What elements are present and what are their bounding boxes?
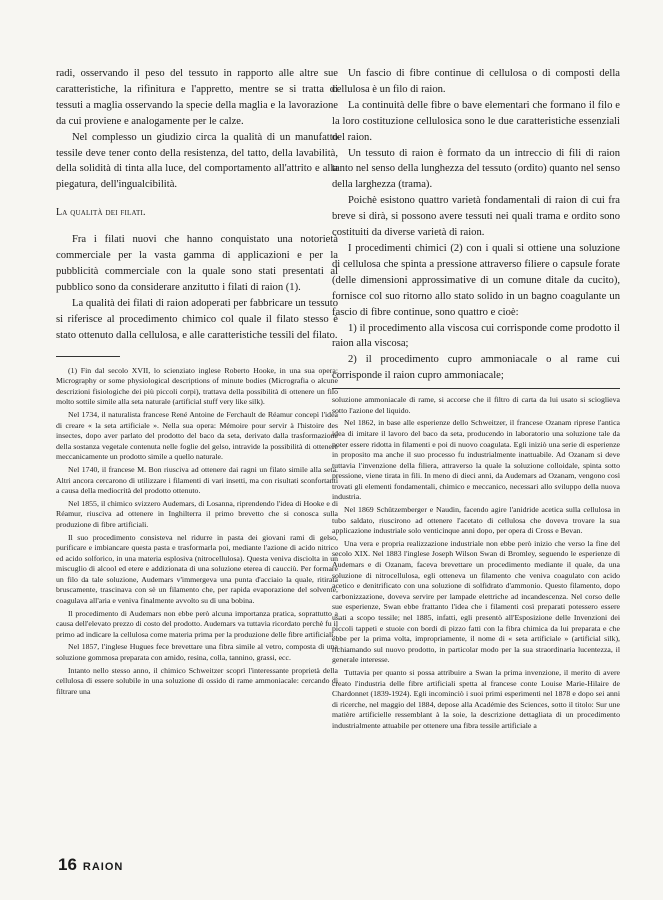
page-footer: [58, 855, 123, 875]
footnote: Nel 1857, l'inglese Hugues fece brevettare una fibra simile al vetro, composta di una soluzione gommosa preparata con amido, resina, colla, tannino, grassi, ecc.: [56, 642, 338, 663]
body-paragraph: I procedimenti chimici (2) con i quali si ottiene una soluzione di cellulosa che spinta a pressione attraverso filiere o capsule forate (delle dimensioni approssimative di un comune ditale da cucito), fornisce col suo ritorno allo stato solido in un bagno coagulante un fascio di fibre continue, sono quattro e cioè:: [332, 242, 620, 318]
right-column: [332, 66, 620, 734]
footnote: Il procedimento di Audemars non ebbe però alcuna importanza pratica, soprattutto a causa dell'elevato prezzo di costo del prodotto. Audemars va tuttavia ricordato perchè fu il primo ad indicare la cellulosa come materia prima per la produzione delle fibre artificiali.: [56, 608, 338, 639]
body-paragraph: Un fascio di fibre continue di cellulosa o di composti della cellulosa è un filo di raion.: [332, 68, 620, 95]
footnote: Intanto nello stesso anno, il chimico Schweitzer scoprì l'interessante proprietà della cellulosa di essere solubile in una soluzione di ossido di rame ammoniacale: cercando di filtrare una: [56, 665, 338, 696]
magazine-name: RAION: [82, 861, 124, 873]
footnote-divider: [332, 388, 620, 389]
footnote: Il suo procedimento consisteva nel ridurre in pasta dei giovani rami di gelso, purificare e imbiancare questa pasta e trasformarla poi, mediante l'azione di acido nitrico ed acido solforico, in una materia esplosiva (nitrocellulosa). Questa veniva disciolta in un miscuglio di alcool ed etere e addizionata di una soluzione eterea di caucciù. Per formare un filo da tale soluzione, Audemars v'immergeva una punta d'acciaio la quale, ritirata bruscamente, trascinava con sè un filamento che, per rapida evaporazione del solvente, coagulava all'aria e veniva finalmente avvolto su di una bobina.: [56, 532, 338, 606]
list-item: 2) il procedimento cupro ammoniacale o al rame cui corrisponde il raion cupro ammoniacale;: [332, 354, 620, 382]
body-paragraph: Un tessuto di raion è formato da un intreccio di fili di raion tanto nel senso della lunghezza del tessuto (ordito) quanto nel senso della larghezza (trama).: [332, 147, 620, 191]
body-paragraph: Nel complesso un giudizio circa la qualità di un manufatto tessile deve tener conto della resistenza, del tatto, della lavabilità, della solidità di tinta alla luce, del comportamento all'attrito e alla piegatura, dell'ingualcibilità.: [56, 131, 338, 191]
body-paragraph: radi, osservando il peso del tessuto in rapporto alle altre sue caratteristiche, la rifinitura e l'appretto, mentre se si tratta di tessuti a maglia osservando la specie della maglia e la lavorazione da cui proviene e analogamente per le calze.: [56, 68, 338, 127]
body-paragraph: La qualità dei filati di raion adoperati per fabbricare un tessuto si riferisce al procedimento chimico col quale il filato stesso è stato ottenuto dalla cellulosa, e alle caratteristiche tessili del filato.: [56, 297, 338, 341]
footnote: Nel 1862, in base alle esperienze dello Schweitzer, il francese Ozanam riprese l'antica idea di imitare il lavoro del baco da seta, producendo in laboratorio una soluzione tale da poter essere ridotta in filamenti e poi di nuovo coagulata. Egli iniziò una serie di esperienze in proposito ma anche il suo processo fu industrialmente inattuabile. Ad Ozanam si deve tuttavia l'invenzione della filiera, attraverso la quale la soluzione colloidale, spinta sotto pressione, viene tirata in fili. In meno di dieci anni, da Audemars ad Ozanam, vengono così trovati gli elementi fondamentali, chimico e meccanico, necessari allo sviluppo della nuova industria.: [332, 418, 620, 502]
footnote: (1) Fin dal secolo XVII, lo scienziato inglese Roberto Hooke, in una sua opera: Micrography or some physiological descriptions of minute bodies (Micrografia o alcune descrizioni fisiologiche dei più piccoli corpi), trattava della possibilità di ottenere un filo molto sottile simile alla seta naturale (artificial stuff very like silk).: [56, 365, 338, 407]
footnote: soluzione ammoniacale di rame, si accorse che il filtro di carta da lui usato si scioglieva sotto l'azione del liquido.: [332, 395, 620, 415]
footnote: Una vera e propria realizzazione industriale non ebbe però inizio che verso la fine del secolo XIX. Nel 1883 l'inglese Joseph Wilson Swan di Bromley, seguendo le esperienze di Audemars e di Ozanam, faceva brevettare un procedimento mediante il quale, da una soluzione di nitrocellulosa, egli otteneva un filamento che veniva coagulato con acido acetico e denitrificato con una soluzione di solfidrato d'ammonio. Questo filamento, dopo carbonizzazione, doveva servire per lampade elettriche ad incandescenza. Nel corso delle sue esperienze, Swan ebbe frattanto l'idea che i filamenti così preparati potessero essere usati a scopo tessile; nel 1885, infatti, egli presentò all'Esposizione delle Invenzioni dei piccoli tappeti e stuoie con bordi di pizzo fatti con la fibra chimica da lui preparata e che ebbe per la prima volta, impropriamente, il nome di « seta artificiale » (artificial silk), richiamando sul nuovo prodotto, in particolar modo per la sua straordinaria lucentezza, il generale interesse.: [332, 538, 620, 665]
body-paragraph: Poichè esistono quattro varietà fondamentali di raion di cui fra breve si dirà, si possono avere tessuti nei quali trama e ordito sono costituiti da diverse varietà di raion.: [332, 195, 620, 239]
left-column: [56, 66, 338, 699]
left-main-text: [56, 66, 338, 344]
body-paragraph: La continuità delle fibre o bave elementari che formano il filo e la loro costituzione cellulosica sono le due caratteristiche essenziali del raion.: [332, 99, 620, 143]
footnote: Nel 1869 Schützemberger e Naudin, facendo agire l'anidride acetica sulla cellulosa in tubo saldato, riuscirono ad ottenere l'acetato di cellulosa che doveva trovare la sua applicazione industriale solo venticinque anni dopo, per opera di Cross e Bevan.: [332, 505, 620, 536]
footnote: Nel 1855, il chimico svizzero Audemars, di Losanna, riprendendo l'idea di Hooke e di Réamur, riusciva ad ottenere in Inghilterra il primo brevetto che si conosca sulla produzione di fibre artificiali.: [56, 498, 338, 529]
footnote-divider: [56, 356, 120, 357]
page-number: 16: [58, 855, 77, 874]
right-main-text: [332, 66, 620, 384]
footnote: Tuttavia per quanto si possa attribuire a Swan la prima invenzione, il merito di avere creato l'industria delle fibre artificiali spetta al francese conte Louise Marie-Hilaire de Chardonnet (1839-1924). Egli incominciò i suoi primi esperimenti nel 1878 e dopo sei anni di ricerche, nel maggio del 1884, depose alla Académie des Sciences, sotto il titolo: Sur une matière artificielle ressemblant à la soie, la descrizione dettagliata di un procedimento industrialmente attuabile per ottenere una fibra tessile artificiale a: [332, 667, 620, 730]
section-heading: La qualità dei filati.: [56, 207, 146, 219]
footnote: Nel 1734, il naturalista francese René Antoine de Ferchault de Réamur concepì l'idea di creare « la seta artificiale ». Nella sua opera: Mémoire pour servir à l'histoire des insectes, dopo aver parlato del prodotto del baco da seta, derivato dalla trasformazione della sostanza vegetale contenuta nelle foglie del gelso, intravide la possibilità di ottenere meccanicamente un prodotto simile a quello naturale.: [56, 409, 338, 462]
left-footnotes: [56, 366, 338, 698]
right-footnotes: [332, 395, 620, 731]
footnote: Nel 1740, il francese M. Bon riusciva ad ottenere dai ragni un filato simile alla seta. Altri ancora cercarono di utilizzare i filamenti di vari insetti, ma con risultati sconfortanti a causa della mediocrità del prodotto ottenuto.: [56, 464, 338, 496]
body-paragraph: Fra i filati nuovi che hanno conquistato una notorietà commerciale per la vasta gamma di applicazioni e per la pubblicità commerciale con la quale sono stati presentati al pubblico sono da considerare anzitutto i filati di raion (1).: [56, 234, 338, 293]
list-item: 1) il procedimento alla viscosa cui corrisponde come prodotto il raion alla viscosa;: [332, 322, 620, 350]
